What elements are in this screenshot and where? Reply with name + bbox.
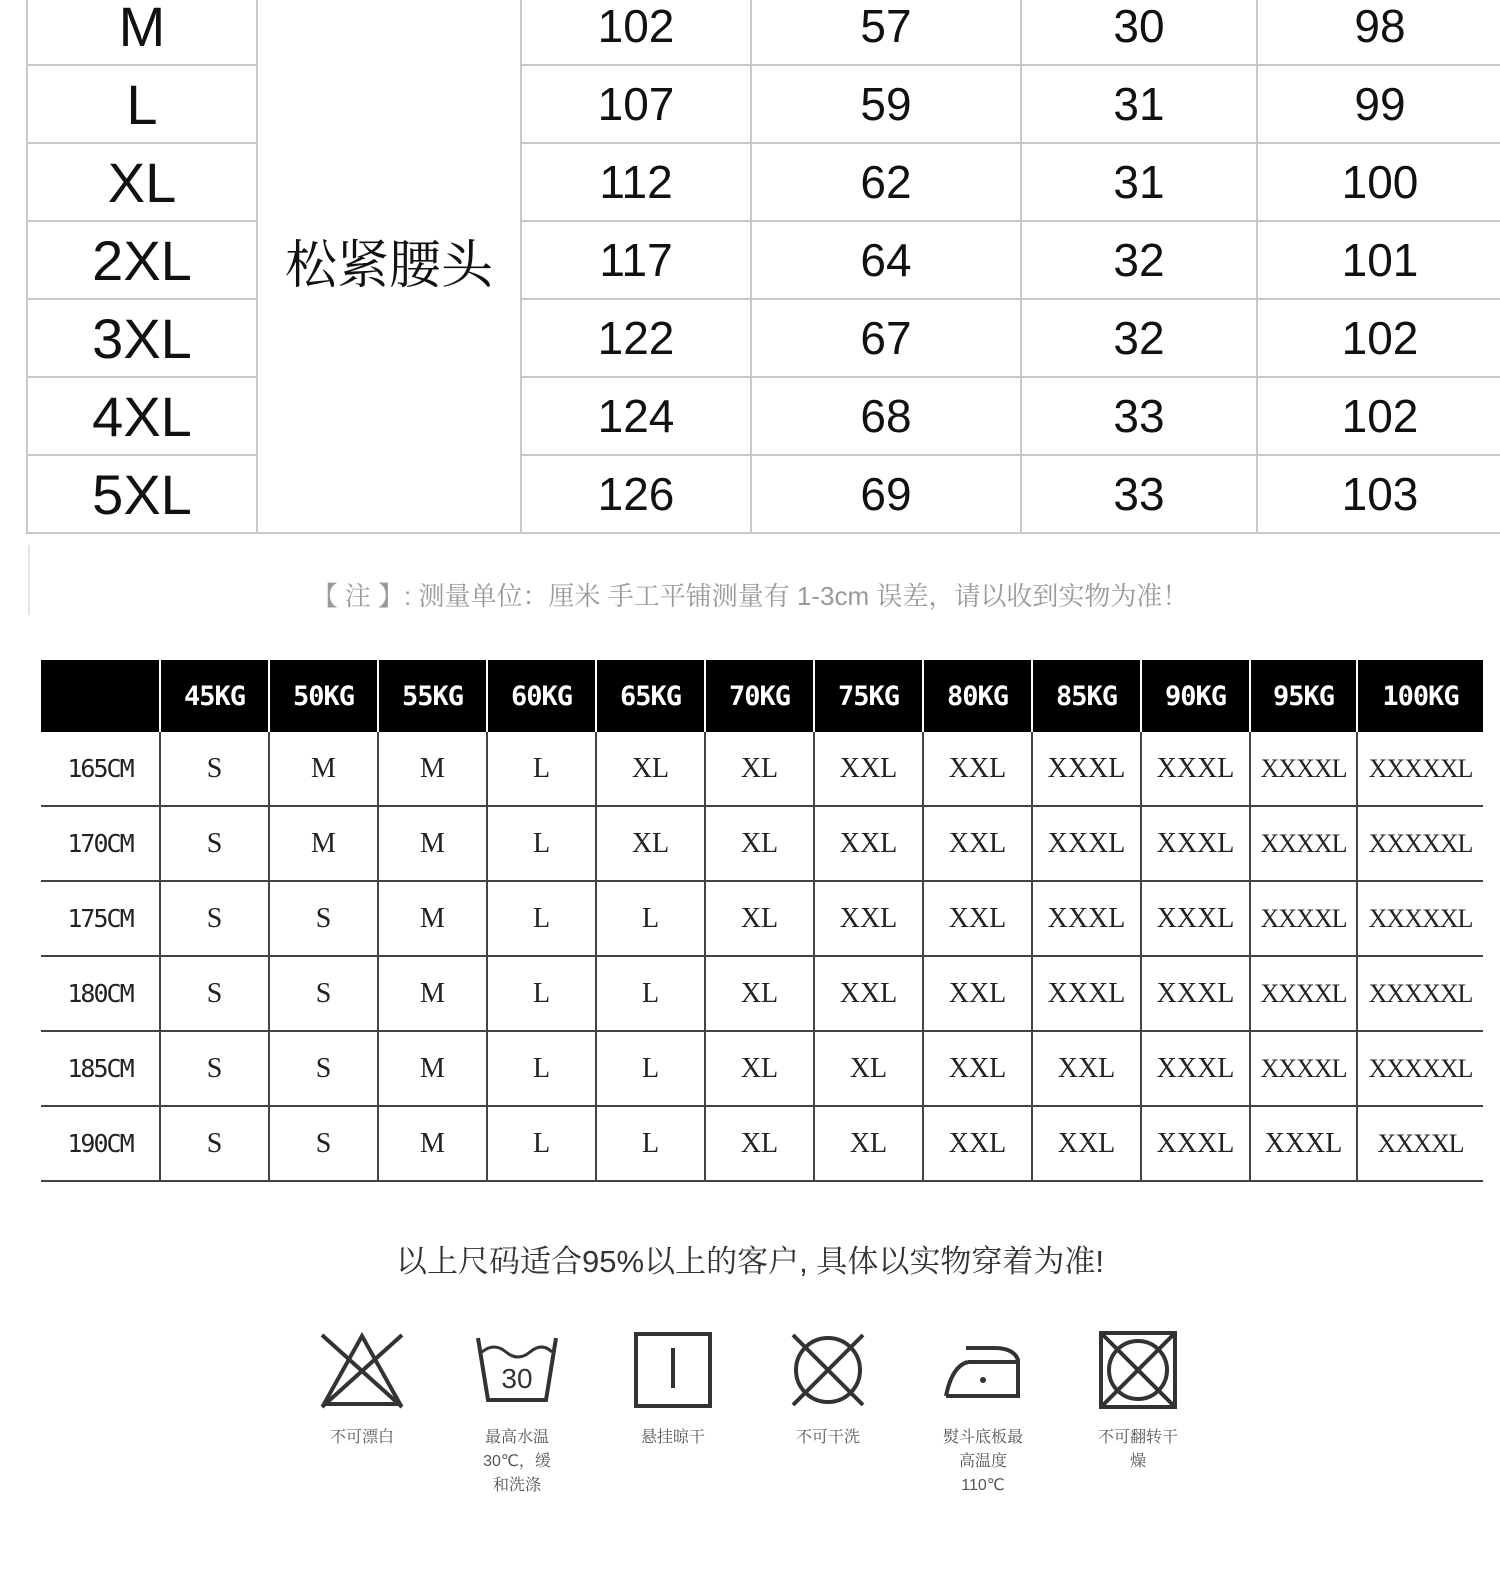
recommended-size-cell: XXL	[814, 732, 923, 806]
recommended-size-cell: XXXL	[1141, 881, 1250, 956]
weight-header: 50KG	[269, 660, 378, 732]
recommended-size-cell: XXXXL	[1250, 881, 1357, 956]
recommended-size-cell: M	[378, 806, 487, 881]
care-label-line: 悬挂晾干	[640, 1429, 705, 1446]
size-label: 2XL	[27, 221, 257, 299]
weight-header: 100KG	[1357, 660, 1483, 732]
recommended-size-cell: L	[487, 956, 596, 1031]
measurement-cell: 67	[751, 299, 1021, 377]
care-item-no-bleach	[297, 1330, 427, 1450]
height-row	[41, 806, 1483, 881]
measurement-cell: 62	[751, 143, 1021, 221]
weight-header: 90KG	[1141, 660, 1250, 732]
care-label	[1073, 1426, 1203, 1474]
recommended-size-cell: XXXXL	[1250, 956, 1357, 1031]
measurement-cell: 31	[1021, 143, 1257, 221]
care-item-iron	[918, 1330, 1048, 1498]
care-label	[918, 1426, 1048, 1498]
care-label-line: 不可翻转干	[1097, 1429, 1178, 1446]
recommended-size-cell: S	[269, 1106, 378, 1181]
recommended-size-cell: XXXL	[1032, 732, 1141, 806]
size-label: L	[27, 65, 257, 143]
recommended-size-cell: L	[596, 1106, 705, 1181]
corner-cell	[41, 660, 160, 732]
size-row	[27, 299, 1500, 377]
recommended-size-cell: XL	[814, 1031, 923, 1106]
recommended-size-cell: S	[269, 956, 378, 1031]
care-label-line: 最高水温	[484, 1429, 549, 1446]
size-row	[27, 221, 1500, 299]
recommended-size-cell: L	[596, 1031, 705, 1106]
recommended-size-cell: XXXL	[1032, 806, 1141, 881]
recommended-size-cell: XXL	[923, 956, 1032, 1031]
size-row	[27, 143, 1500, 221]
recommended-size-cell: L	[596, 956, 705, 1031]
measurement-cell: 112	[521, 143, 751, 221]
recommended-size-cell: XL	[705, 1031, 814, 1106]
recommended-size-cell: XXL	[814, 806, 923, 881]
recommended-size-cell: M	[378, 881, 487, 956]
weight-header-row	[41, 660, 1483, 732]
measurement-cell: 100	[1257, 143, 1500, 221]
no-tumble-dry-icon	[1093, 1330, 1183, 1410]
recommended-size-cell: XXXXL	[1357, 1106, 1483, 1181]
recommended-size-cell: XXL	[1032, 1106, 1141, 1181]
weight-header: 55KG	[378, 660, 487, 732]
recommended-size-cell: XXXXL	[1250, 1031, 1357, 1106]
height-label: 175CM	[41, 881, 160, 956]
recommended-size-cell: XXL	[814, 881, 923, 956]
size-row	[27, 455, 1500, 533]
size-label: M	[27, 0, 257, 65]
recommended-size-cell: M	[378, 1106, 487, 1181]
recommended-size-cell: XXXXL	[1250, 806, 1357, 881]
recommended-size-cell: XL	[705, 732, 814, 806]
recommended-size-cell: XXL	[923, 881, 1032, 956]
height-label: 165CM	[41, 732, 160, 806]
weight-header: 80KG	[923, 660, 1032, 732]
measurement-cell: 99	[1257, 65, 1500, 143]
measurement-cell: 32	[1021, 299, 1257, 377]
care-label-line: 不可漂白	[329, 1429, 394, 1446]
weight-header: 45KG	[160, 660, 269, 732]
recommended-size-cell: S	[160, 881, 269, 956]
fit-note: 以上尺码适合95%以上的客户, 具体以实物穿着为准!	[396, 1244, 1104, 1279]
care-item-no-dry-clean	[763, 1330, 893, 1450]
care-label	[763, 1426, 893, 1450]
recommended-size-cell: XXXXXL	[1357, 1031, 1483, 1106]
recommended-size-cell: L	[596, 881, 705, 956]
measurement-cell: 57	[751, 0, 1021, 65]
height-label: 190CM	[41, 1106, 160, 1181]
size-row	[27, 377, 1500, 455]
measurement-cell: 69	[751, 455, 1021, 533]
height-row	[41, 881, 1483, 956]
size-row	[27, 65, 1500, 143]
recommended-size-cell: M	[378, 1031, 487, 1106]
recommended-size-cell: XXXL	[1032, 956, 1141, 1031]
weight-header: 60KG	[487, 660, 596, 732]
care-label-line: 不可干洗	[795, 1429, 860, 1446]
recommended-size-cell: M	[378, 956, 487, 1031]
recommended-size-cell: XXL	[923, 732, 1032, 806]
weight-header: 85KG	[1032, 660, 1141, 732]
height-row	[41, 1031, 1483, 1106]
measurement-cell: 98	[1257, 0, 1500, 65]
recommended-size-cell: S	[269, 1031, 378, 1106]
recommended-size-cell: XXXXXL	[1357, 806, 1483, 881]
height-label: 180CM	[41, 956, 160, 1031]
measurement-cell: 103	[1257, 455, 1500, 533]
measurement-cell: 30	[1021, 0, 1257, 65]
no-bleach-icon	[317, 1330, 407, 1410]
care-label-line: 30℃，缓	[483, 1453, 551, 1470]
measurement-cell: 126	[521, 455, 751, 533]
iron-icon	[938, 1330, 1028, 1410]
recommended-size-cell: XXL	[923, 1106, 1032, 1181]
weight-header: 70KG	[705, 660, 814, 732]
recommended-size-cell: XXXL	[1141, 1106, 1250, 1181]
recommended-size-cell: XL	[705, 956, 814, 1031]
measurement-cell: 102	[1257, 299, 1500, 377]
weight-header: 95KG	[1250, 660, 1357, 732]
wash-temp-label: 30	[501, 1363, 533, 1394]
care-label	[608, 1426, 738, 1450]
measurement-cell: 59	[751, 65, 1021, 143]
size-table	[26, 0, 1500, 534]
care-item-wash	[452, 1330, 582, 1498]
recommended-size-cell: M	[269, 806, 378, 881]
size-row	[27, 0, 1500, 65]
height-row	[41, 956, 1483, 1031]
measurement-cell: 68	[751, 377, 1021, 455]
height-label: 170CM	[41, 806, 160, 881]
recommended-size-cell: XXXL	[1141, 806, 1250, 881]
recommended-size-cell: XXL	[814, 956, 923, 1031]
recommended-size-cell: XXXL	[1141, 732, 1250, 806]
size-label: 3XL	[27, 299, 257, 377]
measurement-cell: 33	[1021, 377, 1257, 455]
care-label	[297, 1426, 427, 1450]
recommended-size-cell: S	[160, 1106, 269, 1181]
care-label	[452, 1426, 582, 1498]
recommended-size-cell: XXXXXL	[1357, 956, 1483, 1031]
care-label-line: 燥	[1129, 1453, 1146, 1470]
recommended-size-cell: L	[487, 732, 596, 806]
measurement-cell: 64	[751, 221, 1021, 299]
recommended-size-cell: XXXL	[1032, 881, 1141, 956]
recommended-size-cell: S	[160, 806, 269, 881]
care-label-line: 熨斗底板最	[942, 1429, 1023, 1446]
measurement-cell: 107	[521, 65, 751, 143]
recommended-size-cell: L	[487, 881, 596, 956]
measurement-cell: 33	[1021, 455, 1257, 533]
measurement-cell: 32	[1021, 221, 1257, 299]
recommended-size-cell: XL	[705, 881, 814, 956]
size-label: 5XL	[27, 455, 257, 533]
recommended-size-cell: XXXL	[1250, 1106, 1357, 1181]
care-label-line: 110℃	[961, 1477, 1005, 1494]
recommended-size-cell: XXL	[923, 1031, 1032, 1106]
recommended-size-cell: XL	[814, 1106, 923, 1181]
weight-header: 75KG	[814, 660, 923, 732]
recommended-size-cell: M	[269, 732, 378, 806]
recommended-size-cell: XXXL	[1141, 1031, 1250, 1106]
recommended-size-cell: L	[487, 1106, 596, 1181]
recommended-size-cell: L	[487, 806, 596, 881]
recommended-size-cell: XL	[596, 806, 705, 881]
size-label: 4XL	[27, 377, 257, 455]
recommended-size-cell: XL	[596, 732, 705, 806]
wash-30-icon	[472, 1330, 562, 1410]
measurement-cell: 31	[1021, 65, 1257, 143]
measurement-note: 【 注 】: 测量单位：厘米 手工平铺测量有 1-3cm 误差，请以收到实物为准！	[311, 581, 1189, 611]
height-row	[41, 1106, 1483, 1181]
measurement-cell: 122	[521, 299, 751, 377]
no-dry-clean-icon	[783, 1330, 873, 1410]
recommended-size-cell: XXL	[1032, 1031, 1141, 1106]
weight-header: 65KG	[596, 660, 705, 732]
size-label: XL	[27, 143, 257, 221]
size-recommendation-table	[41, 660, 1483, 1182]
measurement-cell: 102	[521, 0, 751, 65]
height-row	[41, 732, 1483, 806]
care-label-line: 高温度	[958, 1453, 1007, 1470]
measurement-cell: 117	[521, 221, 751, 299]
recommended-size-cell: L	[487, 1031, 596, 1106]
recommended-size-cell: XL	[705, 1106, 814, 1181]
measurement-cell: 101	[1257, 221, 1500, 299]
recommended-size-cell: S	[160, 1031, 269, 1106]
measurement-cell: 124	[521, 377, 751, 455]
recommended-size-cell: XXL	[923, 806, 1032, 881]
recommended-size-cell: S	[269, 881, 378, 956]
recommended-size-cell: XXXL	[1141, 956, 1250, 1031]
recommended-size-cell: XL	[705, 806, 814, 881]
recommended-size-cell: S	[160, 956, 269, 1031]
waist-type-cell: 松紧腰头	[257, 0, 521, 533]
measurement-cell: 102	[1257, 377, 1500, 455]
recommended-size-cell: XXXXL	[1250, 732, 1357, 806]
recommended-size-cell: XXXXXL	[1357, 732, 1483, 806]
height-label: 185CM	[41, 1031, 160, 1106]
care-item-hang-dry	[608, 1330, 738, 1450]
care-item-no-tumble-dry	[1073, 1330, 1203, 1474]
recommended-size-cell: S	[160, 732, 269, 806]
recommended-size-cell: XXXXXL	[1357, 881, 1483, 956]
hang-dry-icon	[628, 1330, 718, 1410]
recommended-size-cell: M	[378, 732, 487, 806]
care-label-line: 和洗涤	[492, 1477, 541, 1494]
